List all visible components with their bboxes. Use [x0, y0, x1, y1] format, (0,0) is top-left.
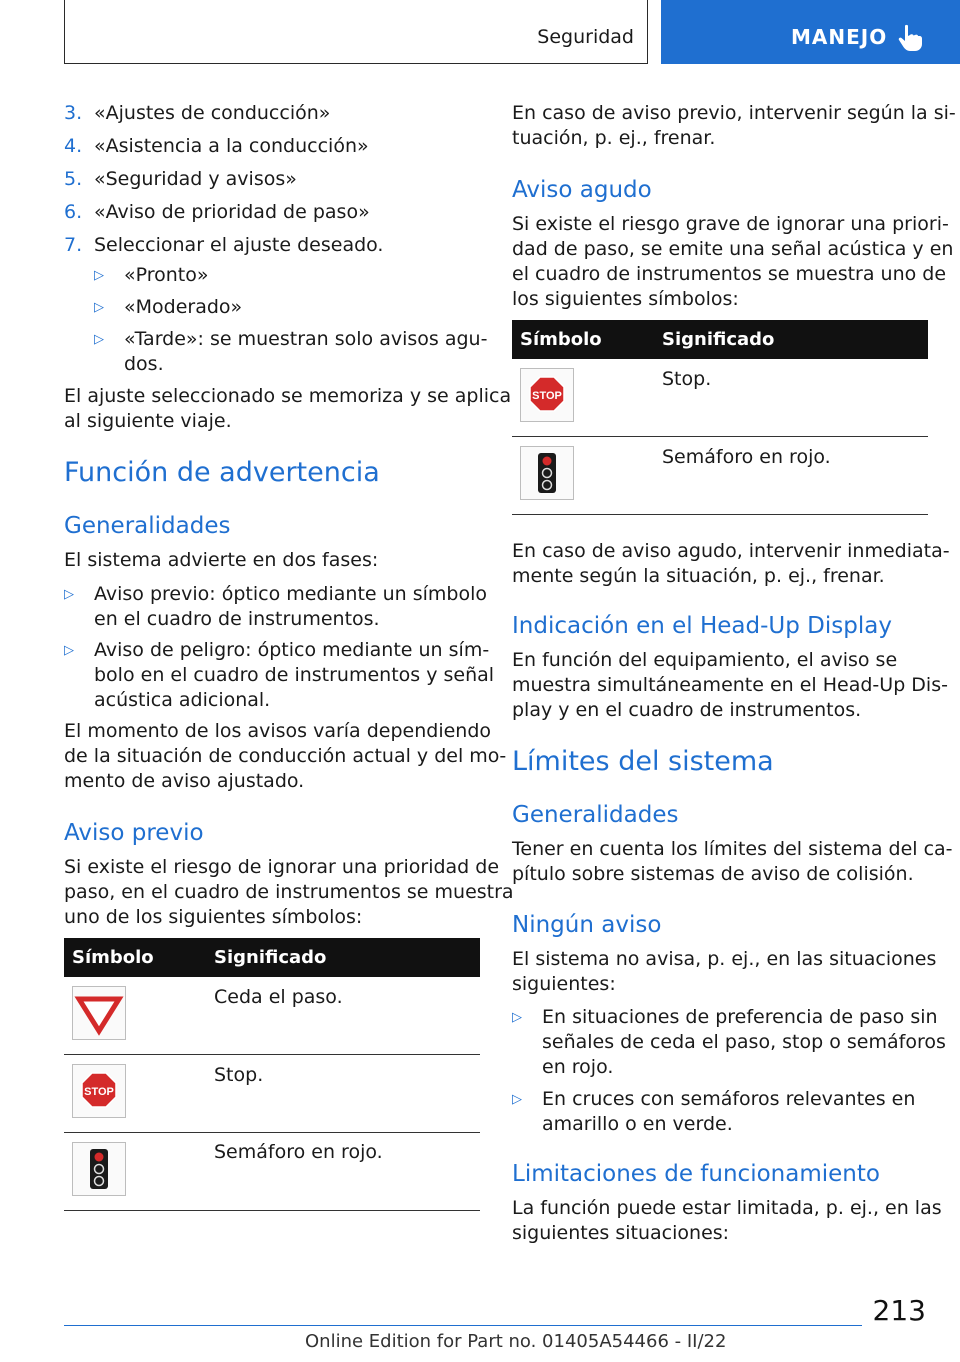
bullet-text: Aviso previo: óptico mediante un símbolo	[94, 583, 488, 605]
paragraph: de la situación de conducción actual y del mo‐	[64, 745, 507, 767]
triangle-bullet-icon: ▷	[64, 643, 74, 658]
stop-sign-icon	[72, 1064, 126, 1118]
row-divider	[64, 1132, 480, 1133]
section-title: Seguridad	[537, 26, 634, 48]
step-text: «Aviso de prioridad de paso»	[94, 201, 370, 223]
paragraph: La función puede estar limitada, p. ej., en las	[512, 1197, 942, 1219]
paragraph: Si existe el riesgo de ignorar una prioridad de	[64, 856, 500, 878]
triangle-bullet-icon: ▷	[94, 300, 104, 315]
paragraph: uno de los siguientes símbolos:	[64, 906, 363, 928]
edition-text: Online Edition for Part no. 01405A54466 - II/22	[305, 1331, 727, 1352]
step-number: 5.	[64, 168, 83, 190]
bullet-text: En cruces con semáforos relevantes en	[542, 1088, 916, 1110]
paragraph: play y en el cuadro de instrumentos.	[512, 699, 862, 721]
triangle-bullet-icon: ▷	[64, 587, 74, 602]
table-header	[512, 320, 928, 359]
table-cell: Stop.	[214, 1064, 264, 1086]
bullet-text: señales de ceda el paso, stop o semáforos	[542, 1031, 946, 1053]
yield-sign-icon	[72, 986, 126, 1040]
chapter-tab[interactable]	[661, 0, 960, 64]
step-number: 7.	[64, 234, 83, 256]
triangle-bullet-icon: ▷	[94, 268, 104, 283]
table-cell: Semáforo en rojo.	[214, 1141, 383, 1163]
bullet-text: Aviso de peligro: óptico mediante un sím‐	[94, 639, 490, 661]
paragraph: Si existe el riesgo grave de ignorar una priori‐	[512, 213, 949, 235]
step-number: 3.	[64, 102, 83, 124]
table-header	[64, 938, 480, 977]
column-header: Símbolo	[520, 329, 602, 350]
heading-funcion: Función de advertencia	[64, 457, 380, 488]
heading-generalidades: Generalidades	[512, 802, 679, 828]
paragraph: muestra simultáneamente en el Head-Up Dis‐	[512, 674, 948, 696]
paragraph: paso, en el cuadro de instrumentos se muestra	[64, 881, 514, 903]
row-divider	[64, 1210, 480, 1211]
heading-limites: Límites del sistema	[512, 746, 774, 777]
column-header: Símbolo	[72, 947, 154, 968]
step-text: «Seguridad y avisos»	[94, 168, 297, 190]
footer-divider	[64, 1325, 862, 1326]
bullet-text: En situaciones de preferencia de paso sin	[542, 1006, 938, 1028]
heading-limitaciones: Limitaciones de funcionamiento	[512, 1161, 880, 1187]
stop-sign-icon	[520, 368, 574, 422]
heading-aviso-agudo: Aviso agudo	[512, 177, 652, 203]
heading-head-up-display: Indicación en el Head-Up Display	[512, 613, 892, 639]
stop-sign-label: STOP	[84, 1086, 114, 1098]
step-text: «Asistencia a la conducción»	[94, 135, 369, 157]
step-text: «Ajustes de conducción»	[94, 102, 331, 124]
paragraph: tuación, p. ej., frenar.	[512, 127, 716, 149]
row-divider	[64, 1054, 480, 1055]
red-traffic-light-icon	[72, 1142, 126, 1196]
chapter-title: MANEJO	[791, 25, 888, 49]
heading-ningun-aviso: Ningún aviso	[512, 912, 662, 938]
table-cell: Semáforo en rojo.	[662, 446, 831, 468]
bullet-text: en rojo.	[542, 1056, 614, 1078]
bullet-text: amarillo o en verde.	[542, 1113, 733, 1135]
paragraph: siguientes:	[512, 973, 616, 995]
paragraph: pítulo sobre sistemas de aviso de colisión.	[512, 863, 914, 885]
step-text: Seleccionar el ajuste deseado.	[94, 234, 384, 256]
paragraph: al siguiente viaje.	[64, 410, 232, 432]
paragraph: El momento de los avisos varía dependiendo	[64, 720, 492, 742]
table-cell: Ceda el paso.	[214, 986, 343, 1008]
option-text: dos.	[124, 353, 164, 375]
bullet-text: bolo en el cuadro de instrumentos y señal	[94, 664, 495, 686]
row-divider	[512, 514, 928, 515]
stop-sign-label: STOP	[532, 390, 562, 402]
paragraph: mente según la situación, p. ej., frenar.	[512, 565, 885, 587]
paragraph: los siguientes símbolos:	[512, 288, 739, 310]
hand-pointer-icon	[897, 24, 923, 52]
triangle-bullet-icon: ▷	[512, 1092, 522, 1107]
row-divider	[512, 436, 928, 437]
paragraph: siguientes situaciones:	[512, 1222, 730, 1244]
paragraph: El sistema no avisa, p. ej., en las situaciones	[512, 948, 937, 970]
paragraph: dad de paso, se emite una señal acústica y en	[512, 238, 954, 260]
column-header: Significado	[214, 947, 327, 968]
paragraph: mento de aviso ajustado.	[64, 770, 305, 792]
page-number: 213	[872, 1294, 926, 1327]
heading-aviso-previo: Aviso previo	[64, 820, 204, 846]
bullet-text: acústica adicional.	[94, 689, 271, 711]
red-traffic-light-icon	[520, 446, 574, 500]
heading-generalidades: Generalidades	[64, 513, 231, 539]
bullet-text: en el cuadro de instrumentos.	[94, 608, 380, 630]
paragraph: el cuadro de instrumentos se muestra uno de	[512, 263, 947, 285]
option-text: «Moderado»	[124, 296, 243, 318]
option-text: «Pronto»	[124, 264, 209, 286]
step-number: 6.	[64, 201, 83, 223]
paragraph: En función del equipamiento, el aviso se	[512, 649, 898, 671]
option-text: «Tarde»: se muestran solo avisos agu‐	[124, 328, 488, 350]
triangle-bullet-icon: ▷	[94, 332, 104, 347]
triangle-bullet-icon: ▷	[512, 1010, 522, 1025]
paragraph: En caso de aviso previo, intervenir según la si‐	[512, 102, 956, 124]
paragraph: En caso de aviso agudo, intervenir inmediata‐	[512, 540, 950, 562]
paragraph: Tener en cuenta los límites del sistema del ca‐	[512, 838, 953, 860]
step-number: 4.	[64, 135, 83, 157]
table-cell: Stop.	[662, 368, 712, 390]
column-header: Significado	[662, 329, 775, 350]
paragraph: El ajuste seleccionado se memoriza y se aplica	[64, 385, 512, 407]
paragraph: El sistema advierte en dos fases:	[64, 549, 379, 571]
